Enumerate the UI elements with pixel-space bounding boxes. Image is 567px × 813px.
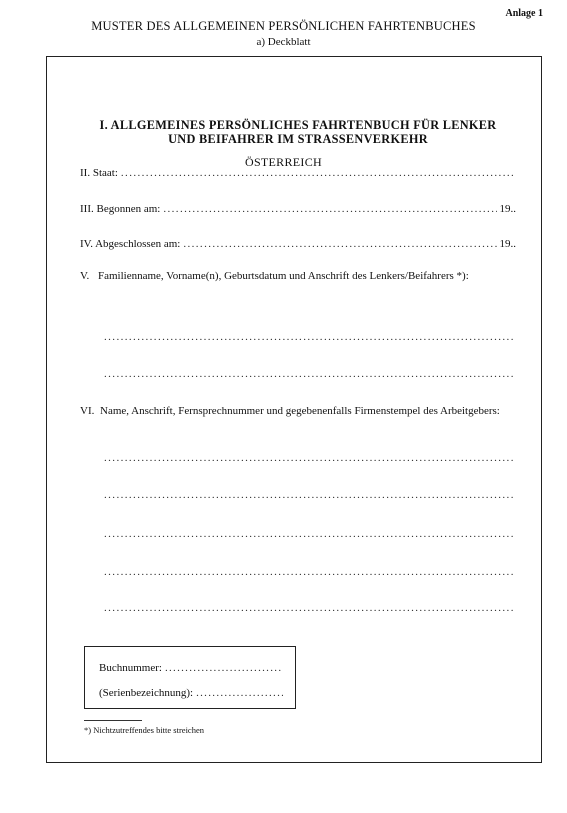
employer-details-line[interactable] <box>104 491 514 499</box>
country-name: ÖSTERREICH <box>244 155 322 169</box>
employer-details-line[interactable] <box>104 568 514 576</box>
field-started-on-year: 19.. <box>499 203 516 215</box>
driver-details-line[interactable] <box>104 333 514 341</box>
field-state-entry[interactable] <box>121 166 513 180</box>
driver-details-line[interactable] <box>104 370 514 378</box>
section-driver-details-number: V. <box>80 270 90 282</box>
series-designation-entry[interactable] <box>196 687 283 699</box>
field-completed-on-label: IV. Abgeschlossen am: <box>80 238 181 250</box>
document-subtitle: a) Deckblatt <box>256 36 311 48</box>
document-title: MUSTER DES ALLGEMEINEN PERSÖNLICHEN FAHRTENBUCHES <box>91 19 476 33</box>
section-driver-details <box>80 270 516 283</box>
book-number-field <box>99 662 283 674</box>
field-state-label: II. Staat: <box>80 167 118 179</box>
annex-label: Anlage 1 <box>505 8 543 19</box>
field-state <box>80 166 516 180</box>
field-started-on-entry[interactable] <box>163 202 496 216</box>
footnote: *) Nichtzutreffendes bitte streichen <box>84 725 204 735</box>
field-completed-on <box>80 237 516 251</box>
logbook-heading-line-1: I. ALLGEMEINES PERSÖNLICHES FAHRTENBUCH FÜR LENKER <box>99 118 497 132</box>
employer-details-line[interactable] <box>104 454 514 462</box>
section-employer-details-text: Name, Anschrift, Fernsprechnummer und gegebenenfalls Firmenstempel des Arbeitgebers: <box>100 405 500 417</box>
section-driver-details-text: Familienname, Vorname(n), Geburtsdatum und Anschrift des Lenkers/Beifahrers *): <box>98 270 469 282</box>
employer-details-line[interactable] <box>104 530 514 538</box>
logbook-heading-line-2: UND BEIFAHRER IM STRASSENVERKEHR <box>168 132 428 146</box>
field-started-on <box>80 202 516 216</box>
book-number-box <box>84 646 296 709</box>
employer-details-line[interactable] <box>104 604 514 612</box>
book-number-label: Buchnummer: <box>99 662 162 674</box>
footnote-divider <box>84 720 142 721</box>
section-employer-details-number: VI. <box>80 405 95 417</box>
field-completed-on-year: 19.. <box>499 238 516 250</box>
section-employer-details <box>80 405 516 418</box>
series-designation-field <box>99 687 283 699</box>
book-number-entry[interactable] <box>165 662 283 674</box>
logbook-heading <box>78 118 518 146</box>
field-completed-on-entry[interactable] <box>183 237 496 251</box>
series-designation-label: (Serienbezeichnung): <box>99 687 194 699</box>
field-started-on-label: III. Begonnen am: <box>80 203 161 215</box>
